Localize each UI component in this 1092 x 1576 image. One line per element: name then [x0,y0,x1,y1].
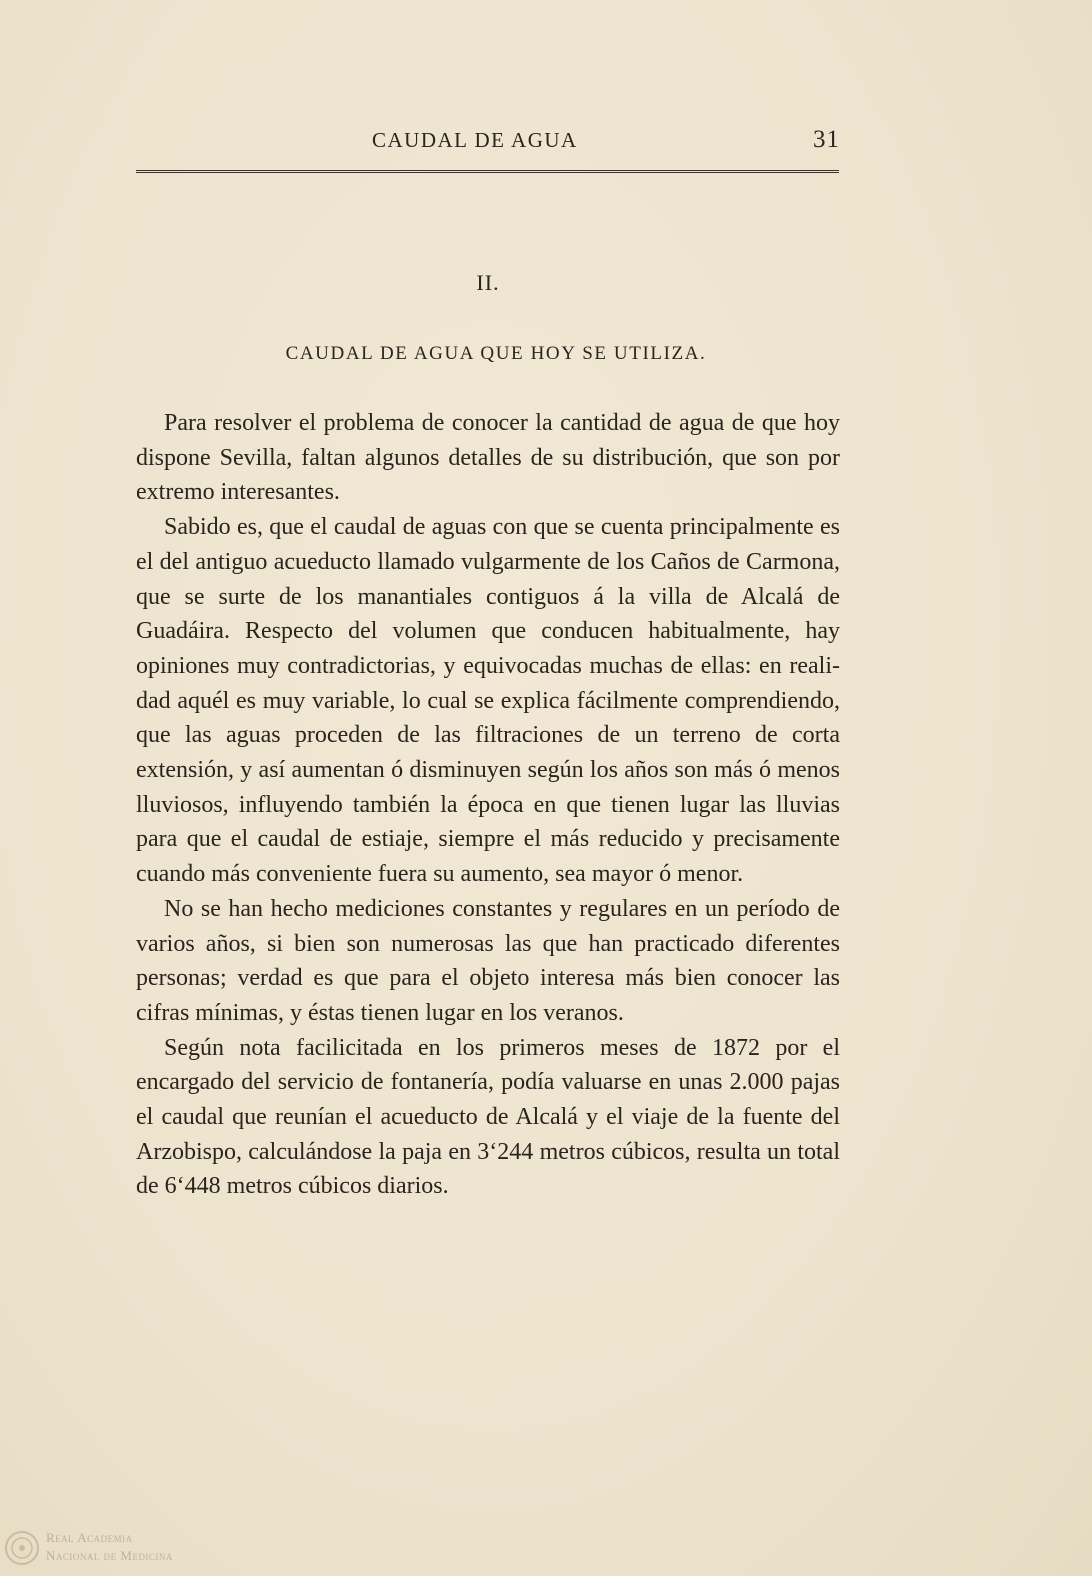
stamp-line-2: Nacional de Medicina [46,1548,173,1563]
library-stamp [4,1528,194,1572]
seal-icon [4,1530,40,1566]
running-title: CAUDAL DE AGUA [372,128,578,152]
running-head [136,124,840,156]
paragraph: Para resolver el problema de conocer la cantidad de agua de que hoy dispone Sevilla, faltan algunos detalles de su distribución, que son por extremo interesantes. [136,410,840,506]
chapter-title: CAUDAL DE AGUA QUE HOY SE UTILIZA. [285,343,707,364]
paragraph: Según nota facilicitada en los primeros meses de 1872 por el encargado del servicio de fontanería, podía valuarse en unas 2.000 pajas el caudal que reunían el acueducto de Alcalá y el viaje de la fuente del Arzobispo, calculándose la paja en 3‘244 metros cúbicos, resulta un total de 6‘448 metros cúbicos diarios. [136,1034,840,1200]
header-rule [136,170,839,173]
paragraph: Sabido es, que el caudal de aguas con que se cuenta principalmente es el del antiguo acueducto llamado vulgarmente de los Caños de Carmona, que se surte de los manantiales contiguos á la villa de Alcalá de Guadáira. Respecto del volumen que conducen habitualmente, hay opiniones muy contradictorias, y equivocadas muchas de ellas: en realidad aquél es muy variable, lo cual se explica fácilmente comprendiendo, que las aguas proceden de las filtraciones de un terreno de corta extensión, y así aumentan ó disminuyen según los años son más ó menos lluviosos, influyendo también la época en que tienen lugar las lluvias para que el caudal de estiaje, siempre el más reducido y precisamente cuando más conveniente fuera su aumento, sea mayor ó menor. [136,514,840,888]
paragraph: No se han hecho mediciones constantes y regulares en un período de varios años, si bien son numerosas las que han practicado diferentes personas; verdad es que para el objeto interesa más bien conocer las cifras mínimas, y éstas tienen lugar en los veranos. [136,895,840,1026]
page-number: 31 [813,126,840,153]
chapter-number: II. [476,270,500,295]
stamp-line-1: Real Academia [46,1530,133,1545]
body-text [136,406,840,1204]
